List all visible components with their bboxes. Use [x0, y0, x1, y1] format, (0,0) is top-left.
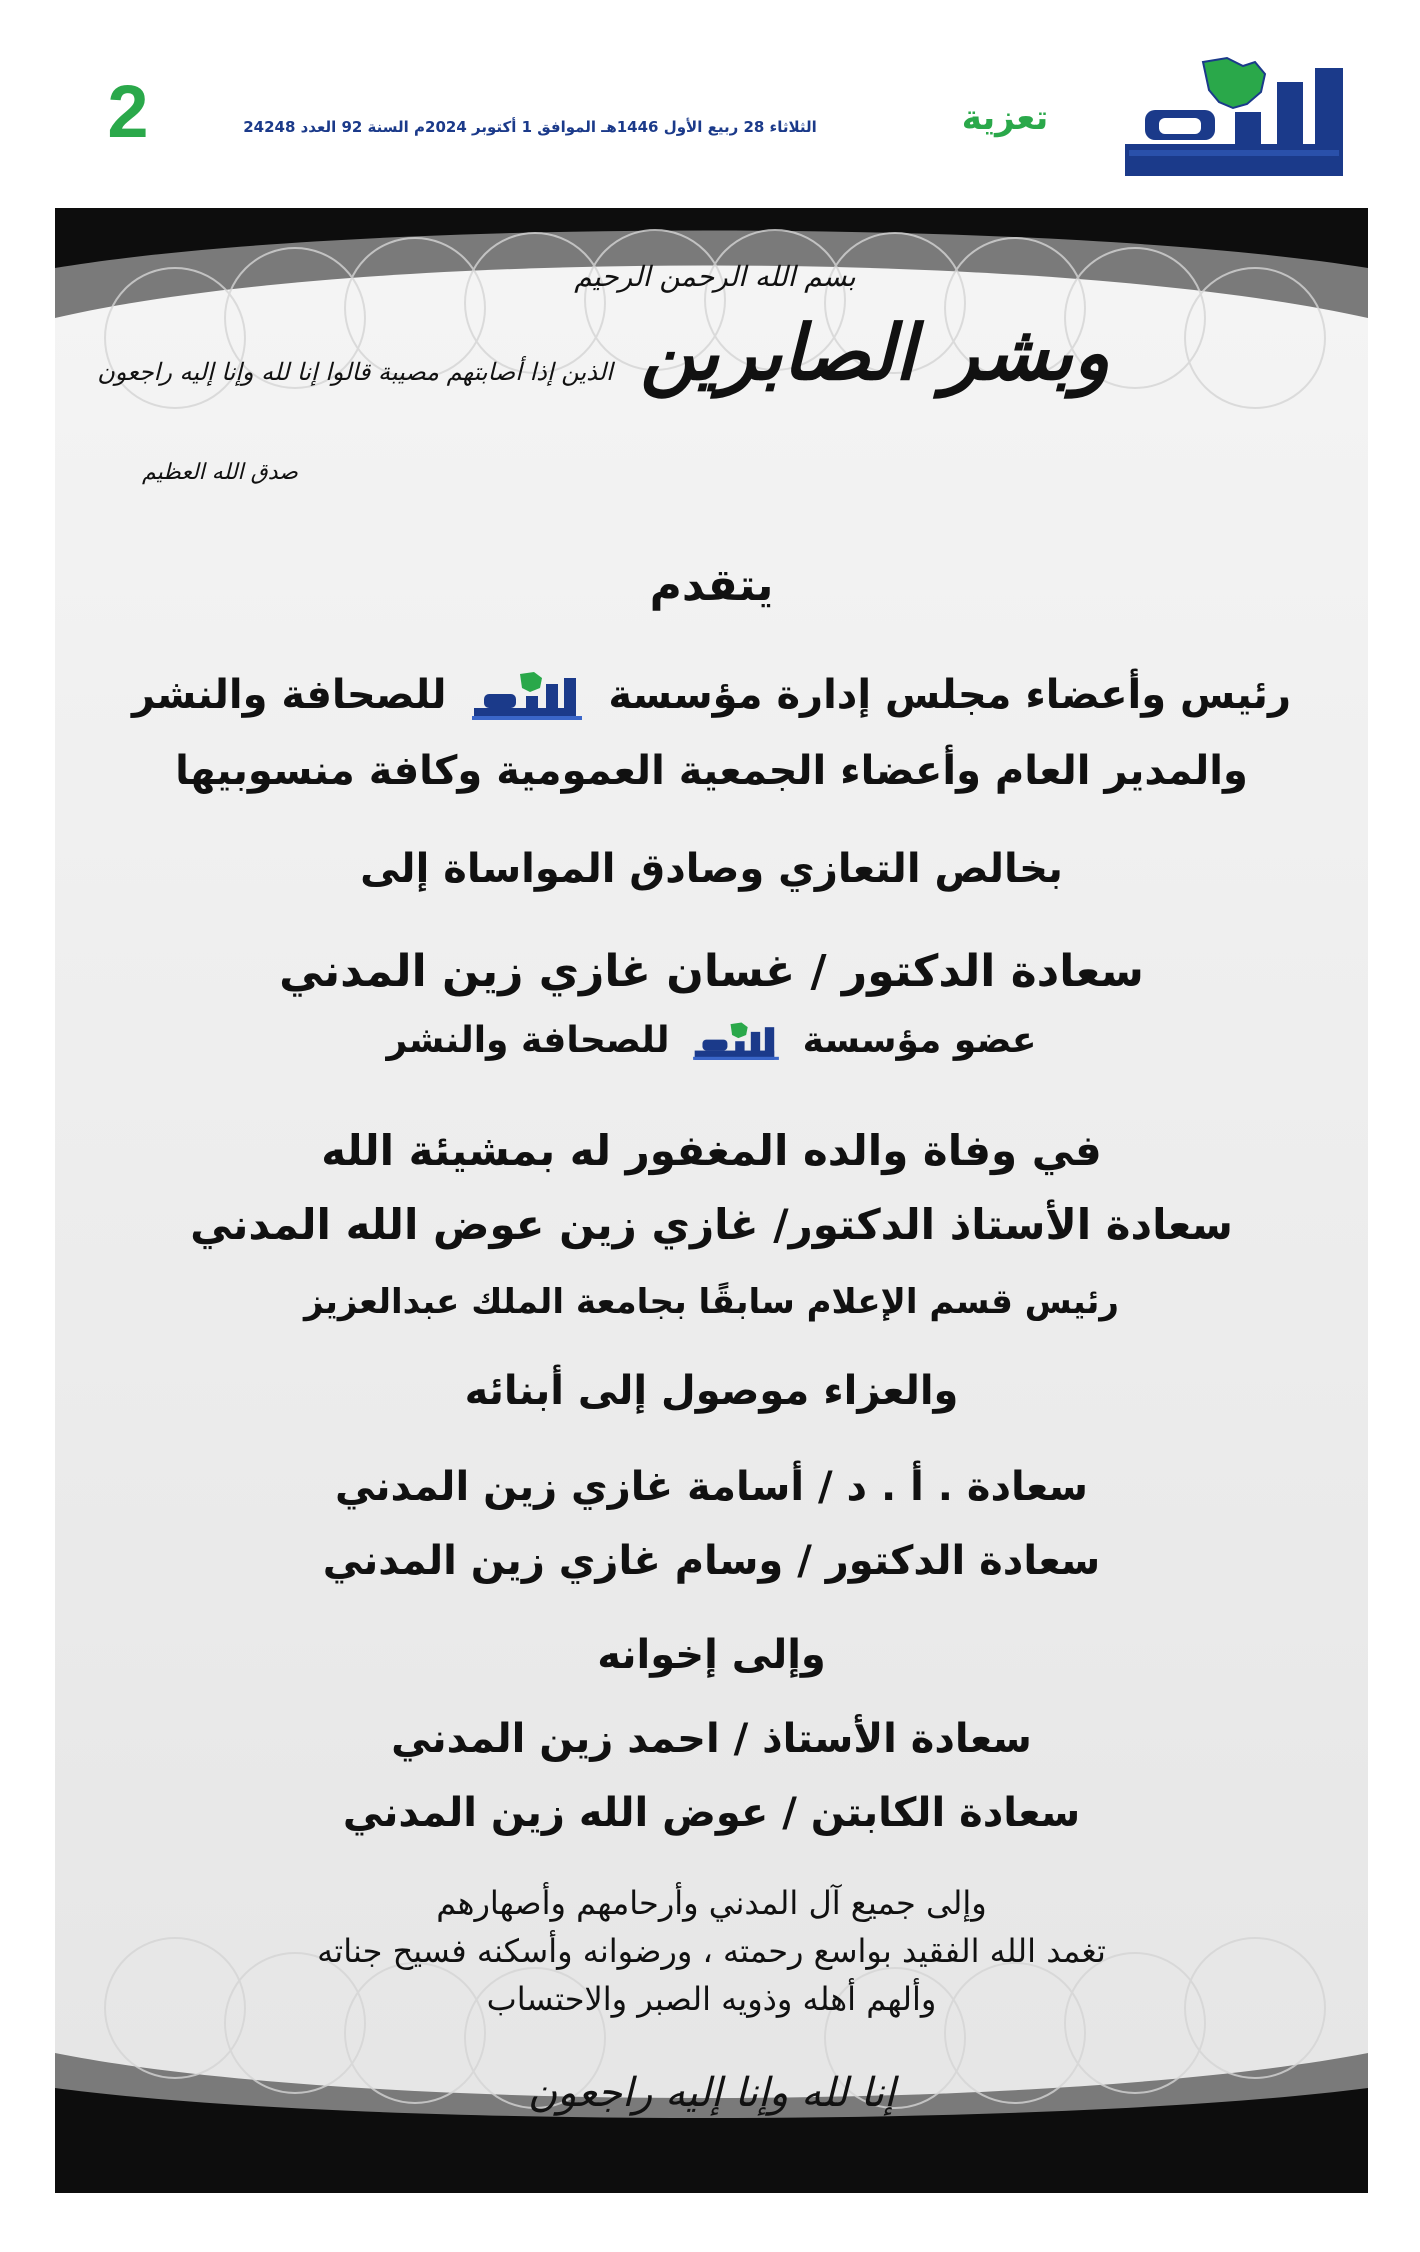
sender-line-2: والمدير العام وأعضاء الجمعية العمومية وكافة منسوبيها: [175, 748, 1248, 794]
recipient-role-start: عضو مؤسسة: [802, 1020, 1037, 1061]
recipient-name: سعادة الدكتور / غسان غازي زين المدني: [279, 946, 1144, 997]
sender-line-1-end: للصحافة والنشر: [132, 672, 447, 718]
dateline: الثلاثاء 28 ربيع الأول 1446هـ الموافق 1 أكتوبر 2024م السنة 92 العدد 24248: [243, 118, 817, 136]
section-label: تعزية: [961, 98, 1049, 138]
sadaqa: صدق الله العظيم: [142, 460, 298, 485]
inline-logo-small: [690, 1020, 782, 1064]
basmala: بسم الله الرحمن الرحيم: [574, 260, 856, 293]
notice-content: [55, 208, 1368, 2193]
condolence-notice: [55, 208, 1368, 2193]
brothers-heading: وإلى إخوانه: [597, 1632, 826, 1678]
masthead: [0, 0, 1420, 200]
intro-text: يتقدم: [649, 560, 774, 611]
occasion-line: في وفاة والده المغفور له بمشيئة الله: [321, 1126, 1102, 1175]
newspaper-logo: [1115, 52, 1360, 187]
page-number: 2: [107, 70, 149, 153]
closing-line-1: وإلى جميع آل المدني وأرحامهم وأصهارهم: [436, 1884, 987, 1922]
deceased-role: رئيس قسم الإعلام سابقًا بجامعة الملك عبدالعزيز: [303, 1282, 1120, 1322]
recipient-role: [95, 1020, 1328, 1064]
verse-main: وبشر الصابرين: [640, 308, 1110, 397]
recipient-role-end: للصحافة والنشر: [386, 1020, 670, 1061]
son-2: سعادة الدكتور / وسام غازي زين المدني: [322, 1538, 1101, 1584]
sons-heading: والعزاء موصول إلى أبنائه: [464, 1368, 959, 1414]
map-icon: [1203, 58, 1265, 108]
sender-line-1-start: رئيس وأعضاء مجلس إدارة مؤسسة: [608, 672, 1291, 718]
closing-line-2: تغمد الله الفقيد بواسع رحمته ، ورضوانه وأسكنه فسيح جناته: [317, 1932, 1106, 1970]
verse-rest: الذين إذا أصابتهم مصيبة قالوا إنا لله وإنا إليه راجعون: [97, 358, 613, 386]
inline-logo: [468, 670, 586, 724]
brother-1: سعادة الأستاذ / احمد زين المدني: [391, 1716, 1032, 1762]
deceased-name: سعادة الأستاذ الدكتور/ غازي زين عوض الله المدني: [190, 1200, 1233, 1249]
brother-2: سعادة الكابتن / عوض الله زين المدني: [342, 1790, 1081, 1836]
footer-verse: إنا لله وإنا إليه راجعون: [527, 2070, 896, 2116]
condolence-line: بخالص التعازي وصادق المواساة إلى: [360, 846, 1063, 892]
son-1: سعادة . أ . د / أسامة غازي زين المدني: [335, 1464, 1088, 1510]
closing-line-3: وألهم أهله وذويه الصبر والاحتساب: [486, 1980, 937, 2018]
sender-line-1: [95, 670, 1328, 724]
